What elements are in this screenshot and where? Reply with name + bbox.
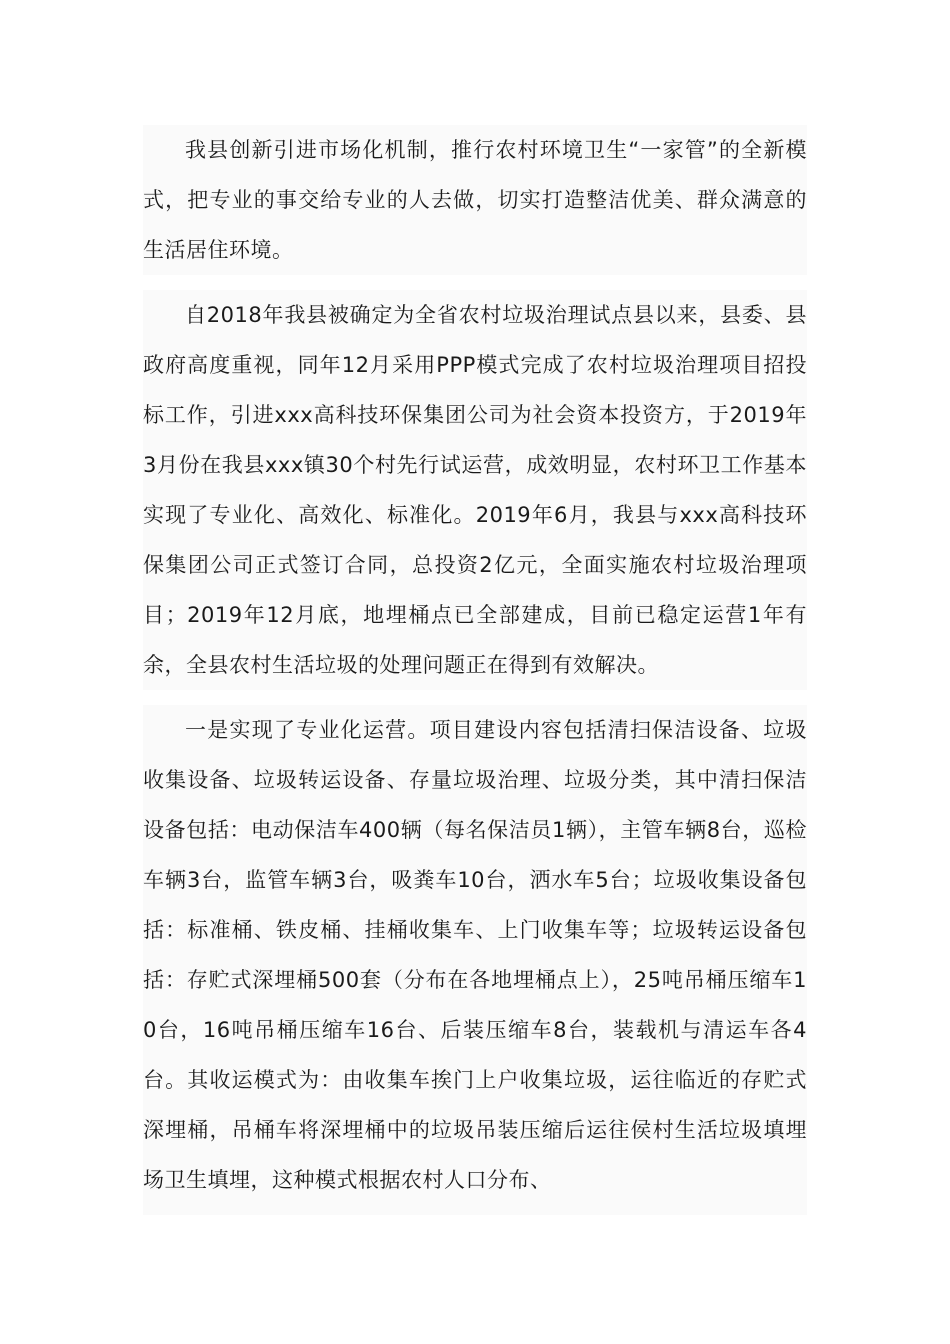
paragraph-background: 自2018年我县被确定为全省农村垃圾治理试点县以来，县委、县政府高度重视，同年12月采用PPP模式完成了农村垃圾治理项目招投标工作，引进xxx高科技环保集团公司为社会资本投资方，于2019年3月份在我县xxx镇30个村先行试运营，成效明显，农村环卫工作基本实现了专业化、高效化、标准化。2019年6月，我县与xxx高科技环保集团公司正式签订合同，总投资2亿元，全面实施农村垃圾治理项目；2019年12月底，地埋桶点已全部建成，目前已稳定运营1年有余，全县农村生活垃圾的处理问题正在得到有效解决。 (143, 303, 807, 677)
paragraph-professional-operation: 一是实现了专业化运营。项目建设内容包括清扫保洁设备、垃圾收集设备、垃圾转运设备、存量垃圾治理、垃圾分类，其中清扫保洁设备包括：电动保洁车400辆（每名保洁员1辆），主管车辆8台，巡检车辆3台，监管车辆3台，吸粪车10台，洒水车5台；垃圾收集设备包括：标准桶、铁皮桶、挂桶收集车、上门收集车等；垃圾转运设备包括：存贮式深埋桶500套（分布在各地埋桶点上），25吨吊桶压缩车10台，16吨吊桶压缩车16台、后装压缩车8台，装载机与清运车各4台。其收运模式为：由收集车挨门上户收集垃圾，运往临近的存贮式深埋桶，吊桶车将深埋桶中的垃圾吊装压缩后运往侯村生活垃圾填埋场卫生填埋，这种模式根据农村人口分布、 (143, 718, 807, 1192)
paragraph-intro: 我县创新引进市场化机制，推行农村环境卫生“一家管”的全新模式，把专业的事交给专业的人去做，切实打造整洁优美、群众满意的生活居住环境。 (143, 138, 807, 262)
paragraph-block-3 (143, 705, 807, 1215)
paragraph-block-2 (143, 290, 807, 690)
paragraph-block-1 (143, 125, 807, 275)
